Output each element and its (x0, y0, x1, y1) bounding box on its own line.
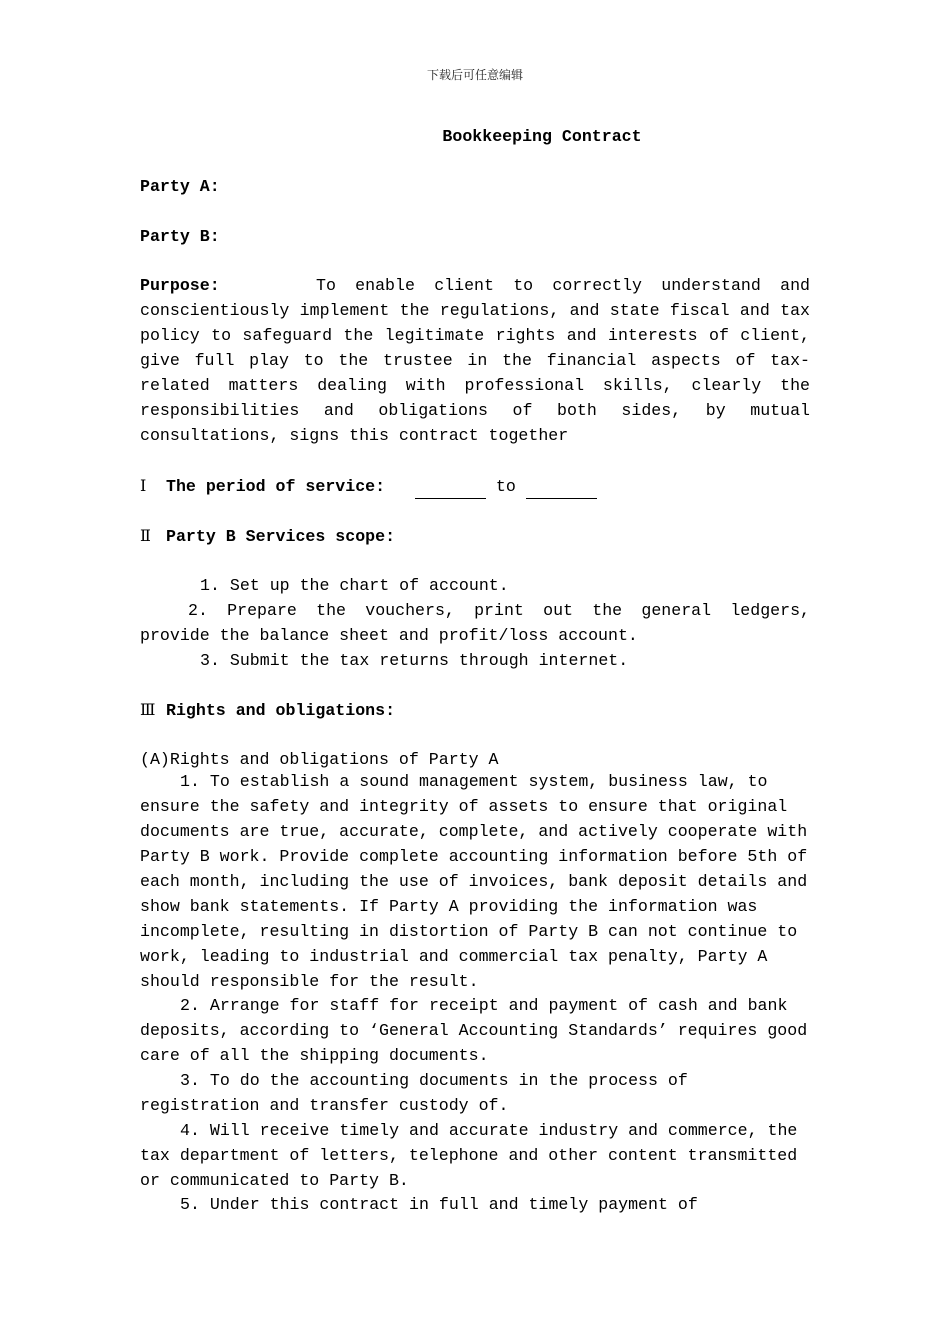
section-numeral-1: Ⅰ (140, 476, 147, 495)
rights-heading: Rights and obligations: (166, 701, 396, 720)
purpose-label: Purpose: (140, 276, 220, 295)
rights-item: 3. To do the accounting documents in the process of registration and transfer custody of. (140, 1071, 688, 1115)
rights-sub-heading: (A)Rights and obligations of Party A (140, 750, 499, 769)
section-numeral-3: Ⅲ (140, 700, 156, 719)
rights-item: 4. Will receive timely and accurate industry and commerce, the tax department of letters, telephone and other content transmitted or communicated to Party B. (140, 1121, 798, 1190)
party-b-label: Party B: (140, 227, 220, 246)
document-title: Bookkeeping Contract (442, 127, 642, 146)
section-numeral-2: Ⅱ (140, 526, 151, 545)
purpose-text: To enable client to correctly understand and conscientiously implement the regulations, and state fiscal and tax policy to safeguard the legitimate rights and interests of client, give full play to the trustee in the financial aspects of tax-related matters dealing with professional skills, clearly the responsibilities and obligations of both sides, by mutual consultations, signs this contract together (140, 276, 810, 445)
page-header-note: 下载后可任意编辑 (426, 68, 523, 82)
rights-item: 1. To establish a sound management system, business law, to ensure the safety and integrity of assets to ensure that original documents are true, accurate, complete, and actively cooperate with Party B work. Provide complete accounting information before 5th of each month, including the use of invoices, bank deposit details and show bank statements. If Party A providing the information was incomplete, resulting in distortion of Party B can not continue to work, leading to industrial and commercial tax penalty, Party A should responsible for the result. (140, 772, 808, 991)
rights-item: 5. Under this contract in full and timely payment of (180, 1195, 698, 1214)
period-end-blank (526, 479, 597, 499)
rights-item: 2. Arrange for staff for receipt and payment of cash and bank deposits, according to ‘General Accounting Standards’ requires good care of all the shipping documents. (140, 996, 808, 1065)
scope-section-heading (140, 523, 810, 549)
purpose-paragraph (140, 273, 810, 448)
scope-item: 2. Prepare the vouchers, print out the general ledgers, provide the balance sheet and profit/loss account. (140, 601, 810, 645)
period-section (140, 473, 810, 499)
period-to-word: to (495, 477, 516, 496)
period-start-blank (415, 479, 486, 499)
scope-heading: Party B Services scope: (166, 527, 396, 546)
scope-item: 3. Submit the tax returns through internet. (200, 651, 629, 670)
rights-section-heading (140, 697, 810, 723)
period-heading: The period of service: (166, 477, 386, 496)
party-a-label: Party A: (140, 177, 220, 196)
scope-item: 1. Set up the chart of account. (200, 576, 509, 595)
